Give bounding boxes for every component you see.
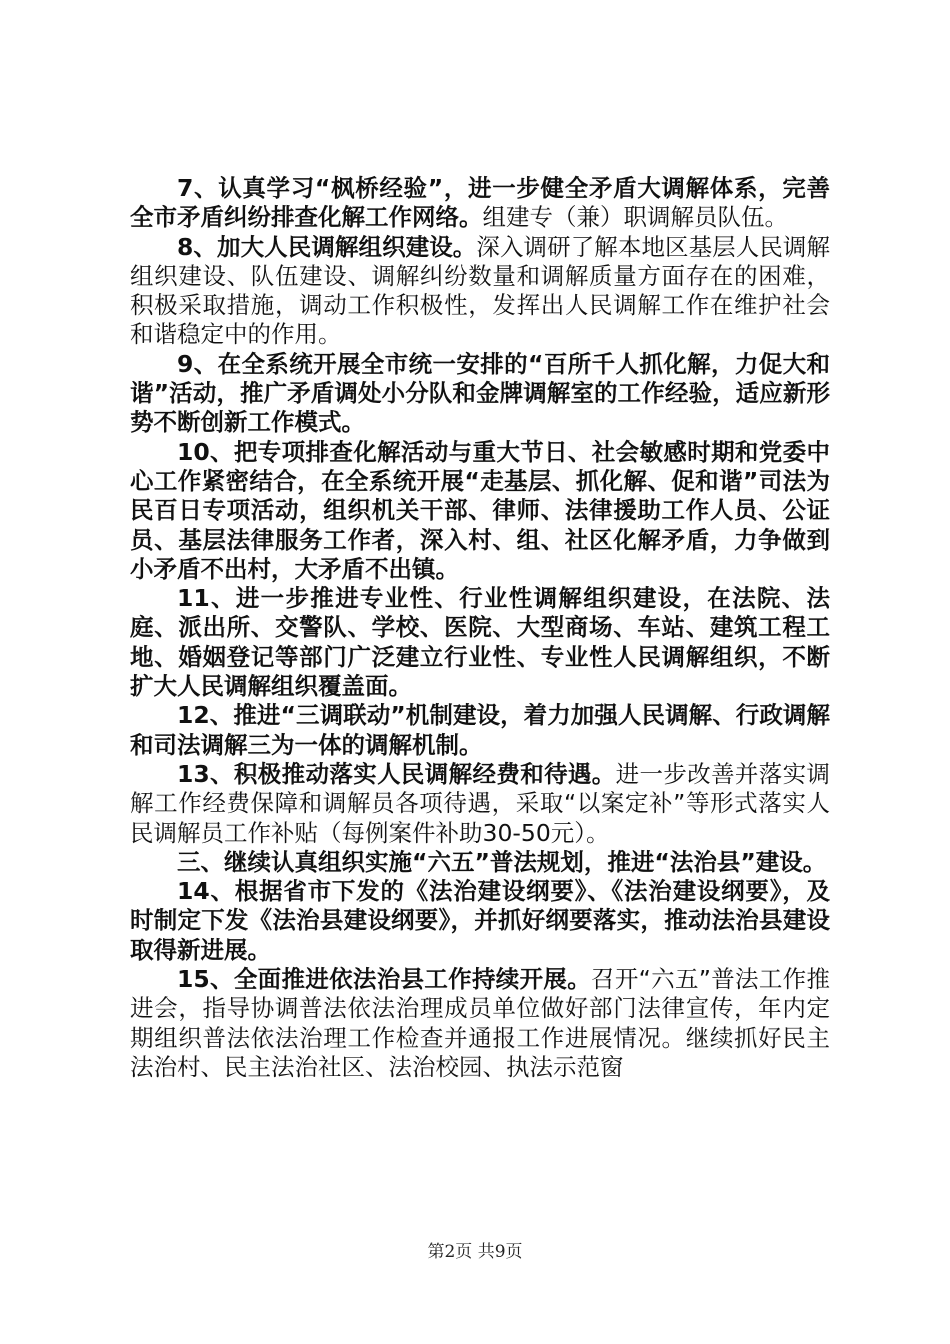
paragraph-10-bold: 10、把专项排查化解活动与重大节日、社会敏感时期和党委中心工作紧密结合，在全系统开展“走基层、抓化解、促和谐”司法为民百日专项活动，组织机关干部、律师、法律援助工作人员、公证员、基层法律服务工作者，深入村、组、社区化解矛盾，力争做到小矛盾不出村，大矛盾不出镇。 bbox=[130, 437, 830, 583]
paragraph-10 bbox=[130, 438, 830, 584]
document-body bbox=[130, 174, 830, 1082]
paragraph-13-bold: 13、积极推动落实人民调解经费和待遇。 bbox=[177, 759, 616, 788]
paragraph-8-bold: 8、加大人民调解组织建设。 bbox=[177, 232, 477, 261]
paragraph-12-bold: 12、推进“三调联动”机制建设，着力加强人民调解、行政调解和司法调解三为一体的调解机制。 bbox=[130, 701, 830, 759]
paragraph-7-normal: 组建专（兼）职调解员队伍。 bbox=[482, 203, 788, 232]
paragraph-12 bbox=[130, 701, 830, 760]
paragraph-11 bbox=[130, 584, 830, 701]
paragraph-11-bold: 11、进一步推进专业性、行业性调解组织建设，在法院、法庭、派出所、交警队、学校、医院、大型商场、车站、建筑工程工地、婚姻登记等部门广泛建立行业性、专业性人民调解组织，不断扩大人民调解组织覆盖面。 bbox=[130, 584, 830, 701]
paragraph-8 bbox=[130, 233, 830, 350]
paragraph-9-bold: 9、在全系统开展全市统一安排的“百所千人抓化解，力促大和谐”活动，推广矛盾调处小分队和金牌调解室的工作经验，适应新形势不断创新工作模式。 bbox=[130, 349, 830, 437]
paragraph-15 bbox=[130, 965, 830, 1082]
paragraph-7 bbox=[130, 174, 830, 233]
page-footer: 第2页 共9页 bbox=[427, 1242, 523, 1262]
paragraph-13 bbox=[130, 760, 830, 848]
section-heading-3 bbox=[130, 848, 830, 877]
section-heading-3-bold: 三、继续认真组织实施“六五”普法规划，推进“法治县”建设。 bbox=[177, 847, 827, 876]
paragraph-14 bbox=[130, 877, 830, 965]
paragraph-13-normal: 进一步改善并落实调解工作经费保障和调解员各项待遇，采取“以案定补”等形式落实人民调解员工作补贴（每例案件补助30-50元）。 bbox=[130, 759, 831, 847]
paragraph-8-normal: 深入调研了解本地区基层人民调解组织建设、队伍建设、调解纠纷数量和调解质量方面存在的困难，积极采取措施，调动工作积极性，发挥出人民调解工作在维护社会和谐稳定中的作用。 bbox=[130, 232, 831, 349]
paragraph-15-bold: 15、全面推进依法治县工作持续开展。 bbox=[177, 965, 592, 994]
paragraph-14-bold: 14、根据省市下发的《法治建设纲要》、《法治建设纲要》，及时制定下发《法治县建设纲要》，并抓好纲要落实，推动法治县建设取得新进展。 bbox=[130, 877, 830, 964]
paragraph-9 bbox=[130, 350, 830, 438]
paragraph-7-bold: 7、认真学习“枫桥经验”，进一步健全矛盾大调解体系，完善全市矛盾纠纷排查化解工作网络。 bbox=[130, 174, 830, 232]
paragraph-15-normal: 召开“六五”普法工作推进会，指导协调普法依法治理成员单位做好部门法律宣传，年内定期组织普法依法治理工作检查并通报工作进展情况。继续抓好民主法治村、民主法治社区、法治校园、执法示范窗 bbox=[130, 965, 830, 1081]
